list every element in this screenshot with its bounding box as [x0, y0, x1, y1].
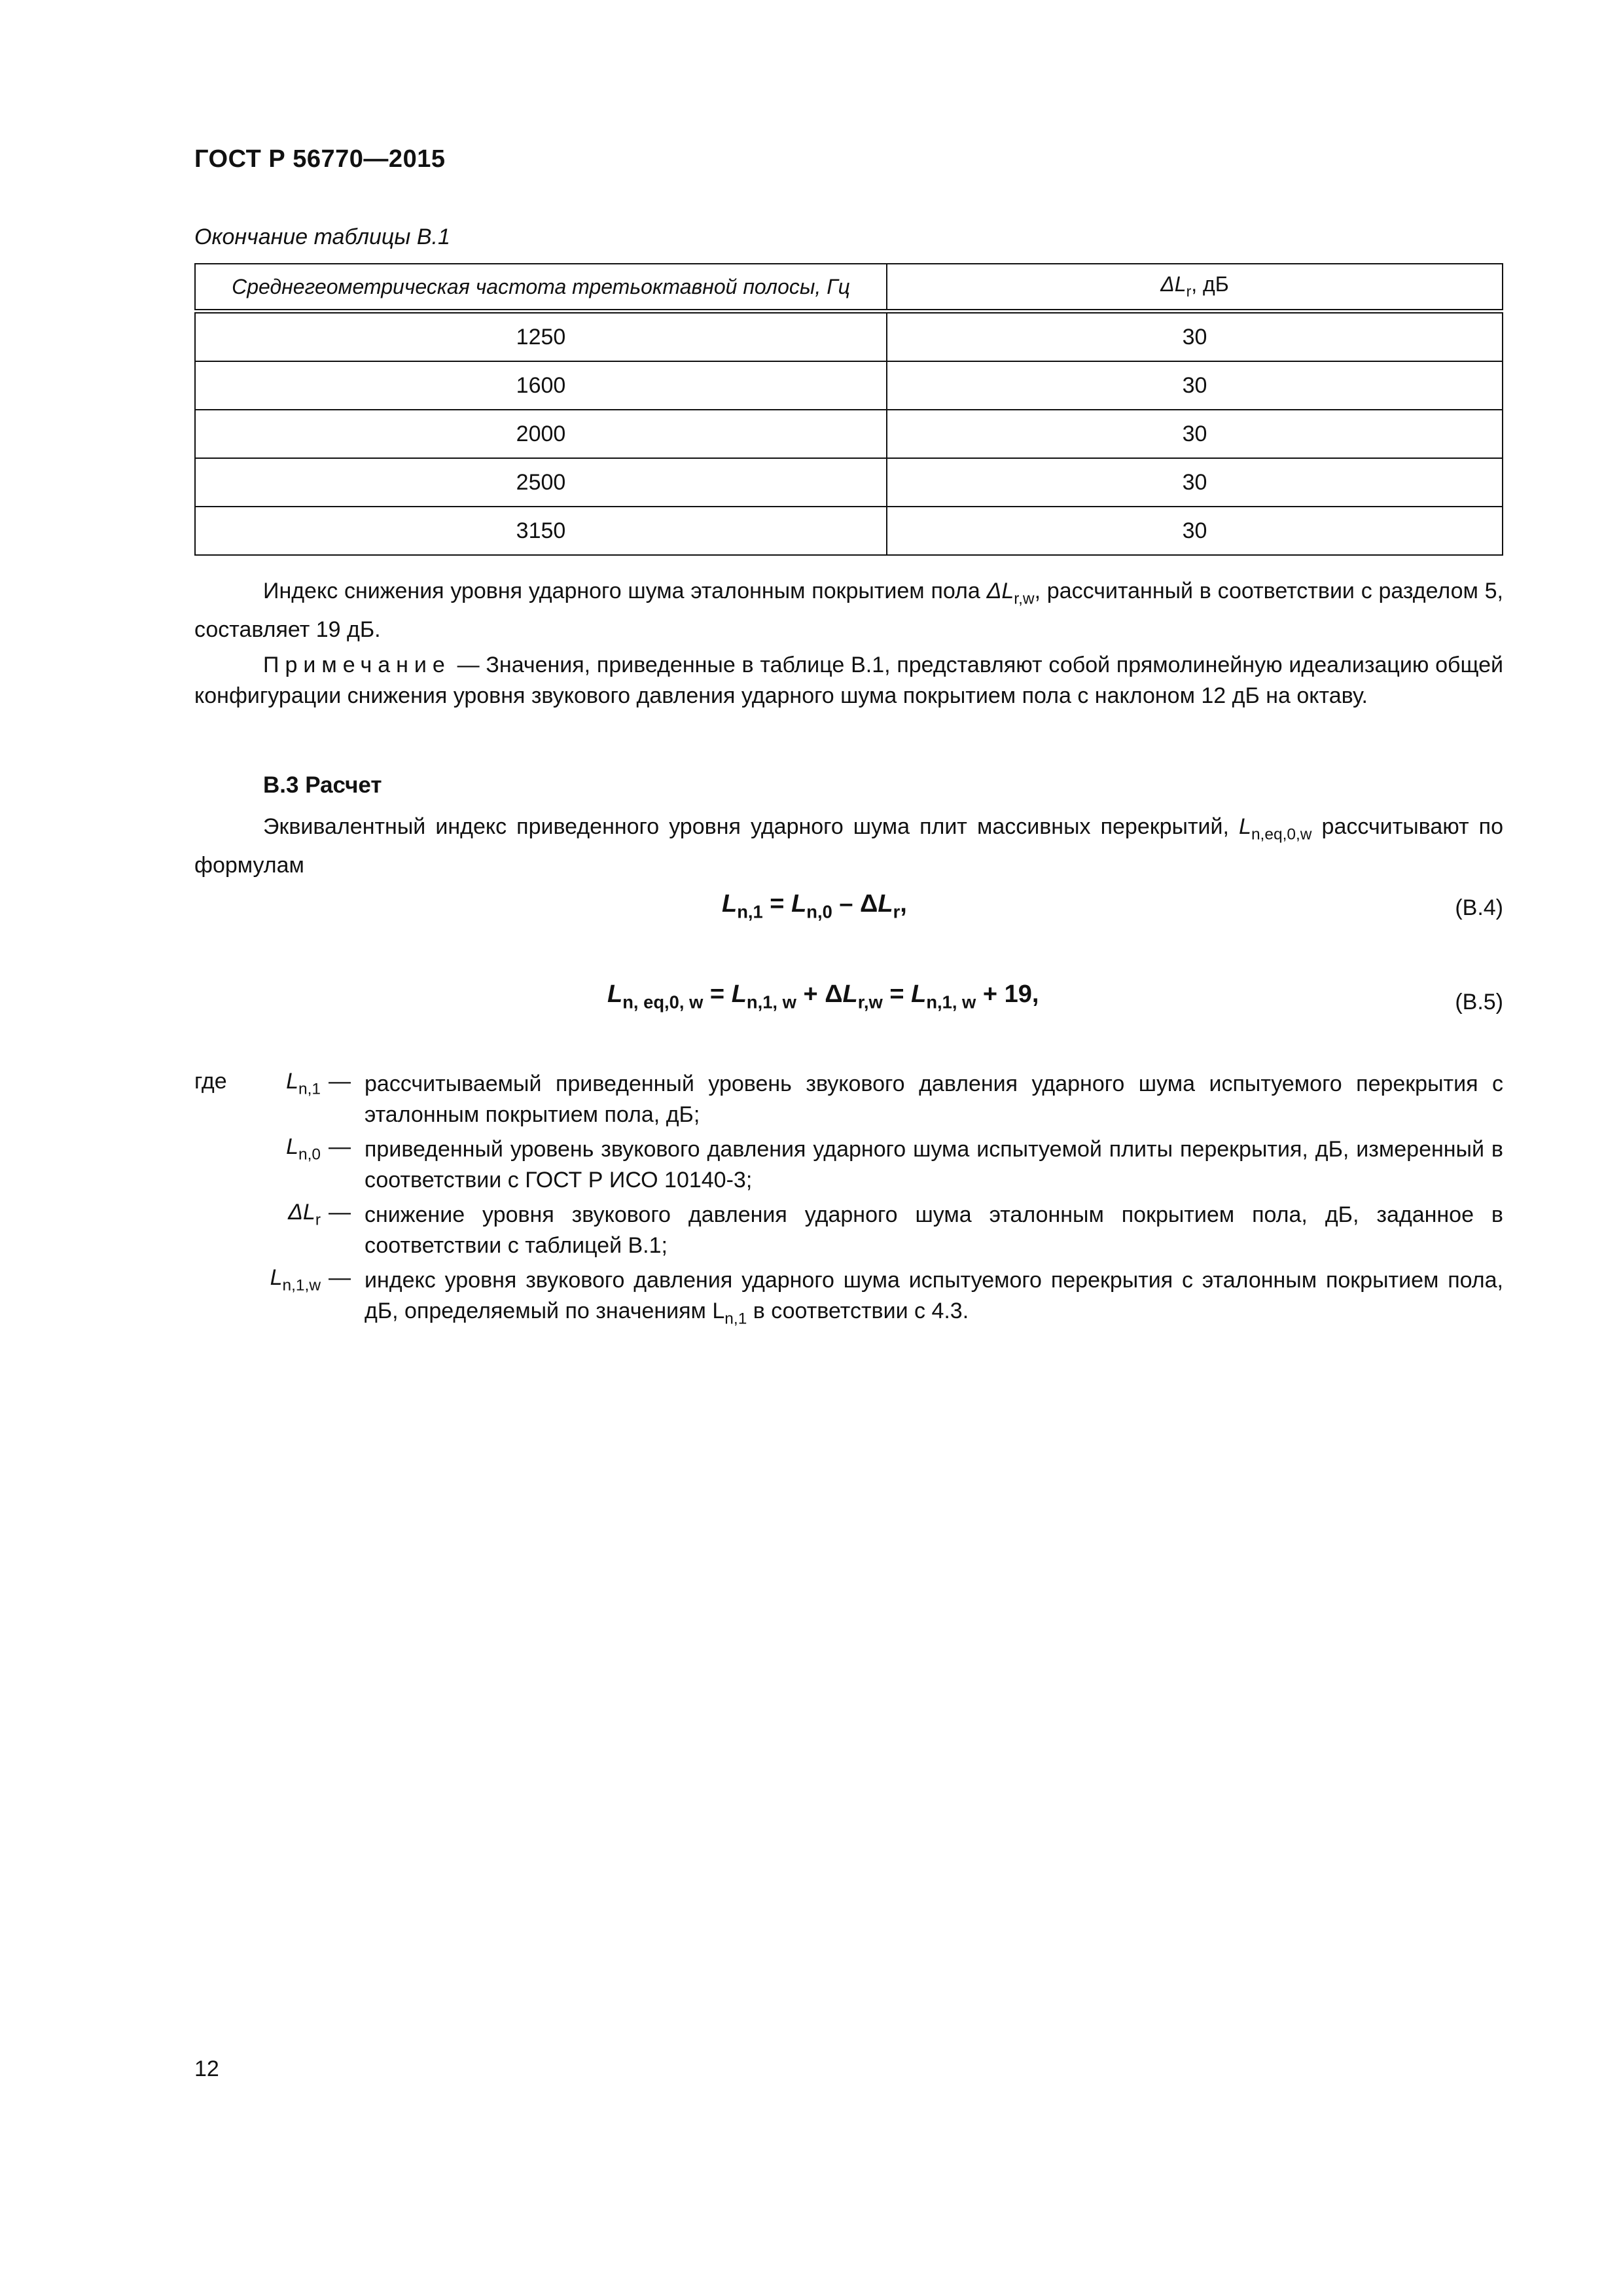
delta-symbol: ΔL — [1160, 272, 1186, 296]
definition-symbol: $L_{n,1,w}$ — [270, 1265, 321, 1295]
cell-value: 30 — [887, 507, 1503, 555]
definition-text: рассчитываемый приведенный уровень звукового давления ударного шума испытуемого перекрытия с эталонным покрытием пола, дБ; — [365, 1071, 1503, 1127]
cell-value: 30 — [887, 361, 1503, 410]
table-row — [195, 458, 1503, 507]
definition-symbol: $L_{n,1}$ — [286, 1069, 321, 1098]
table-row — [195, 361, 1503, 410]
cell-value: 30 — [887, 312, 1503, 362]
section-intro: Эквивалентный индекс приведенного уровня ударного шума плит массивных перекрытий, $L_{n,eq,0,w}$ рассчитывают по формулам — [194, 814, 1503, 878]
definition-symbol: $\Delta L_r$ — [288, 1200, 321, 1229]
note-text: — Значения, приведенные в таблице В.1, представляют собой прямолинейную идеализацию общей конфигурации снижения уровня звукового давления ударного шума покрытием пола с наклоном 12 дБ на октаву. — [194, 653, 1503, 708]
definition-text: снижение уровня звукового давления ударного шума эталонным покрытием пола, дБ, заданное в соответствии с таблицей В.1; — [365, 1202, 1503, 1258]
section-title: В.3 Расчет — [263, 772, 382, 798]
cell-frequency: 1250 — [195, 312, 887, 362]
definition-dash: — — [329, 1265, 351, 1290]
note-label: Примечание — [263, 653, 451, 677]
delta-subscript: r — [1186, 283, 1192, 300]
column-header-delta — [887, 264, 1503, 312]
standard-header: ГОСТ Р 56770—2015 — [194, 145, 446, 173]
formula-b5: $L_{n, eq,0, w} = L_{n,1, w} + \Delta L_{r,w} = L_{n,1, w} + 19$, — [607, 980, 1039, 1013]
page-number: 12 — [194, 2056, 219, 2081]
cell-frequency: 1600 — [195, 361, 887, 410]
table-header-row — [195, 264, 1503, 312]
cell-frequency: 3150 — [195, 507, 887, 555]
note-paragraph — [194, 650, 1503, 711]
delta-unit: , дБ — [1191, 272, 1229, 296]
table-row — [195, 507, 1503, 555]
index-paragraph: Индекс снижения уровня ударного шума эталонным покрытием пола $\Delta L_{r,w}$, рассчитанный в соответствии с разделом 5, составляет 19 дБ. — [194, 579, 1503, 642]
formula-number: (В.4) — [1455, 895, 1503, 920]
cell-value: 30 — [887, 410, 1503, 458]
formula-b4: $L_{n,1} = L_{n,0} - \Delta L_r$, — [722, 890, 907, 922]
formula-number: (В.5) — [1455, 990, 1503, 1014]
definition-dash: — — [329, 1134, 351, 1159]
data-table — [194, 263, 1503, 556]
cell-frequency: 2000 — [195, 410, 887, 458]
table-row — [195, 410, 1503, 458]
definition-text: приведенный уровень звукового давления ударного шума испытуемой плиты перекрытия, дБ, измеренный в соответствии с ГОСТ Р ИСО 10140-3; — [365, 1137, 1503, 1193]
table-caption: Окончание таблицы В.1 — [194, 224, 450, 249]
definition-dash: — — [329, 1069, 351, 1094]
where-label: где — [194, 1069, 227, 1094]
column-header-frequency: Среднегеометрическая частота третьоктавной полосы, Гц — [195, 264, 887, 312]
cell-value: 30 — [887, 458, 1503, 507]
definition-symbol: $L_{n,0}$ — [286, 1134, 321, 1164]
table-row — [195, 312, 1503, 362]
definition-text: индекс уровня звукового давления ударного шума испытуемого перекрытия с эталонным покрытием пола, дБ, определяемый по значениям $L_{n,1}$ в соответствии с 4.3. — [365, 1268, 1503, 1328]
cell-frequency: 2500 — [195, 458, 887, 507]
definition-dash: — — [329, 1200, 351, 1225]
